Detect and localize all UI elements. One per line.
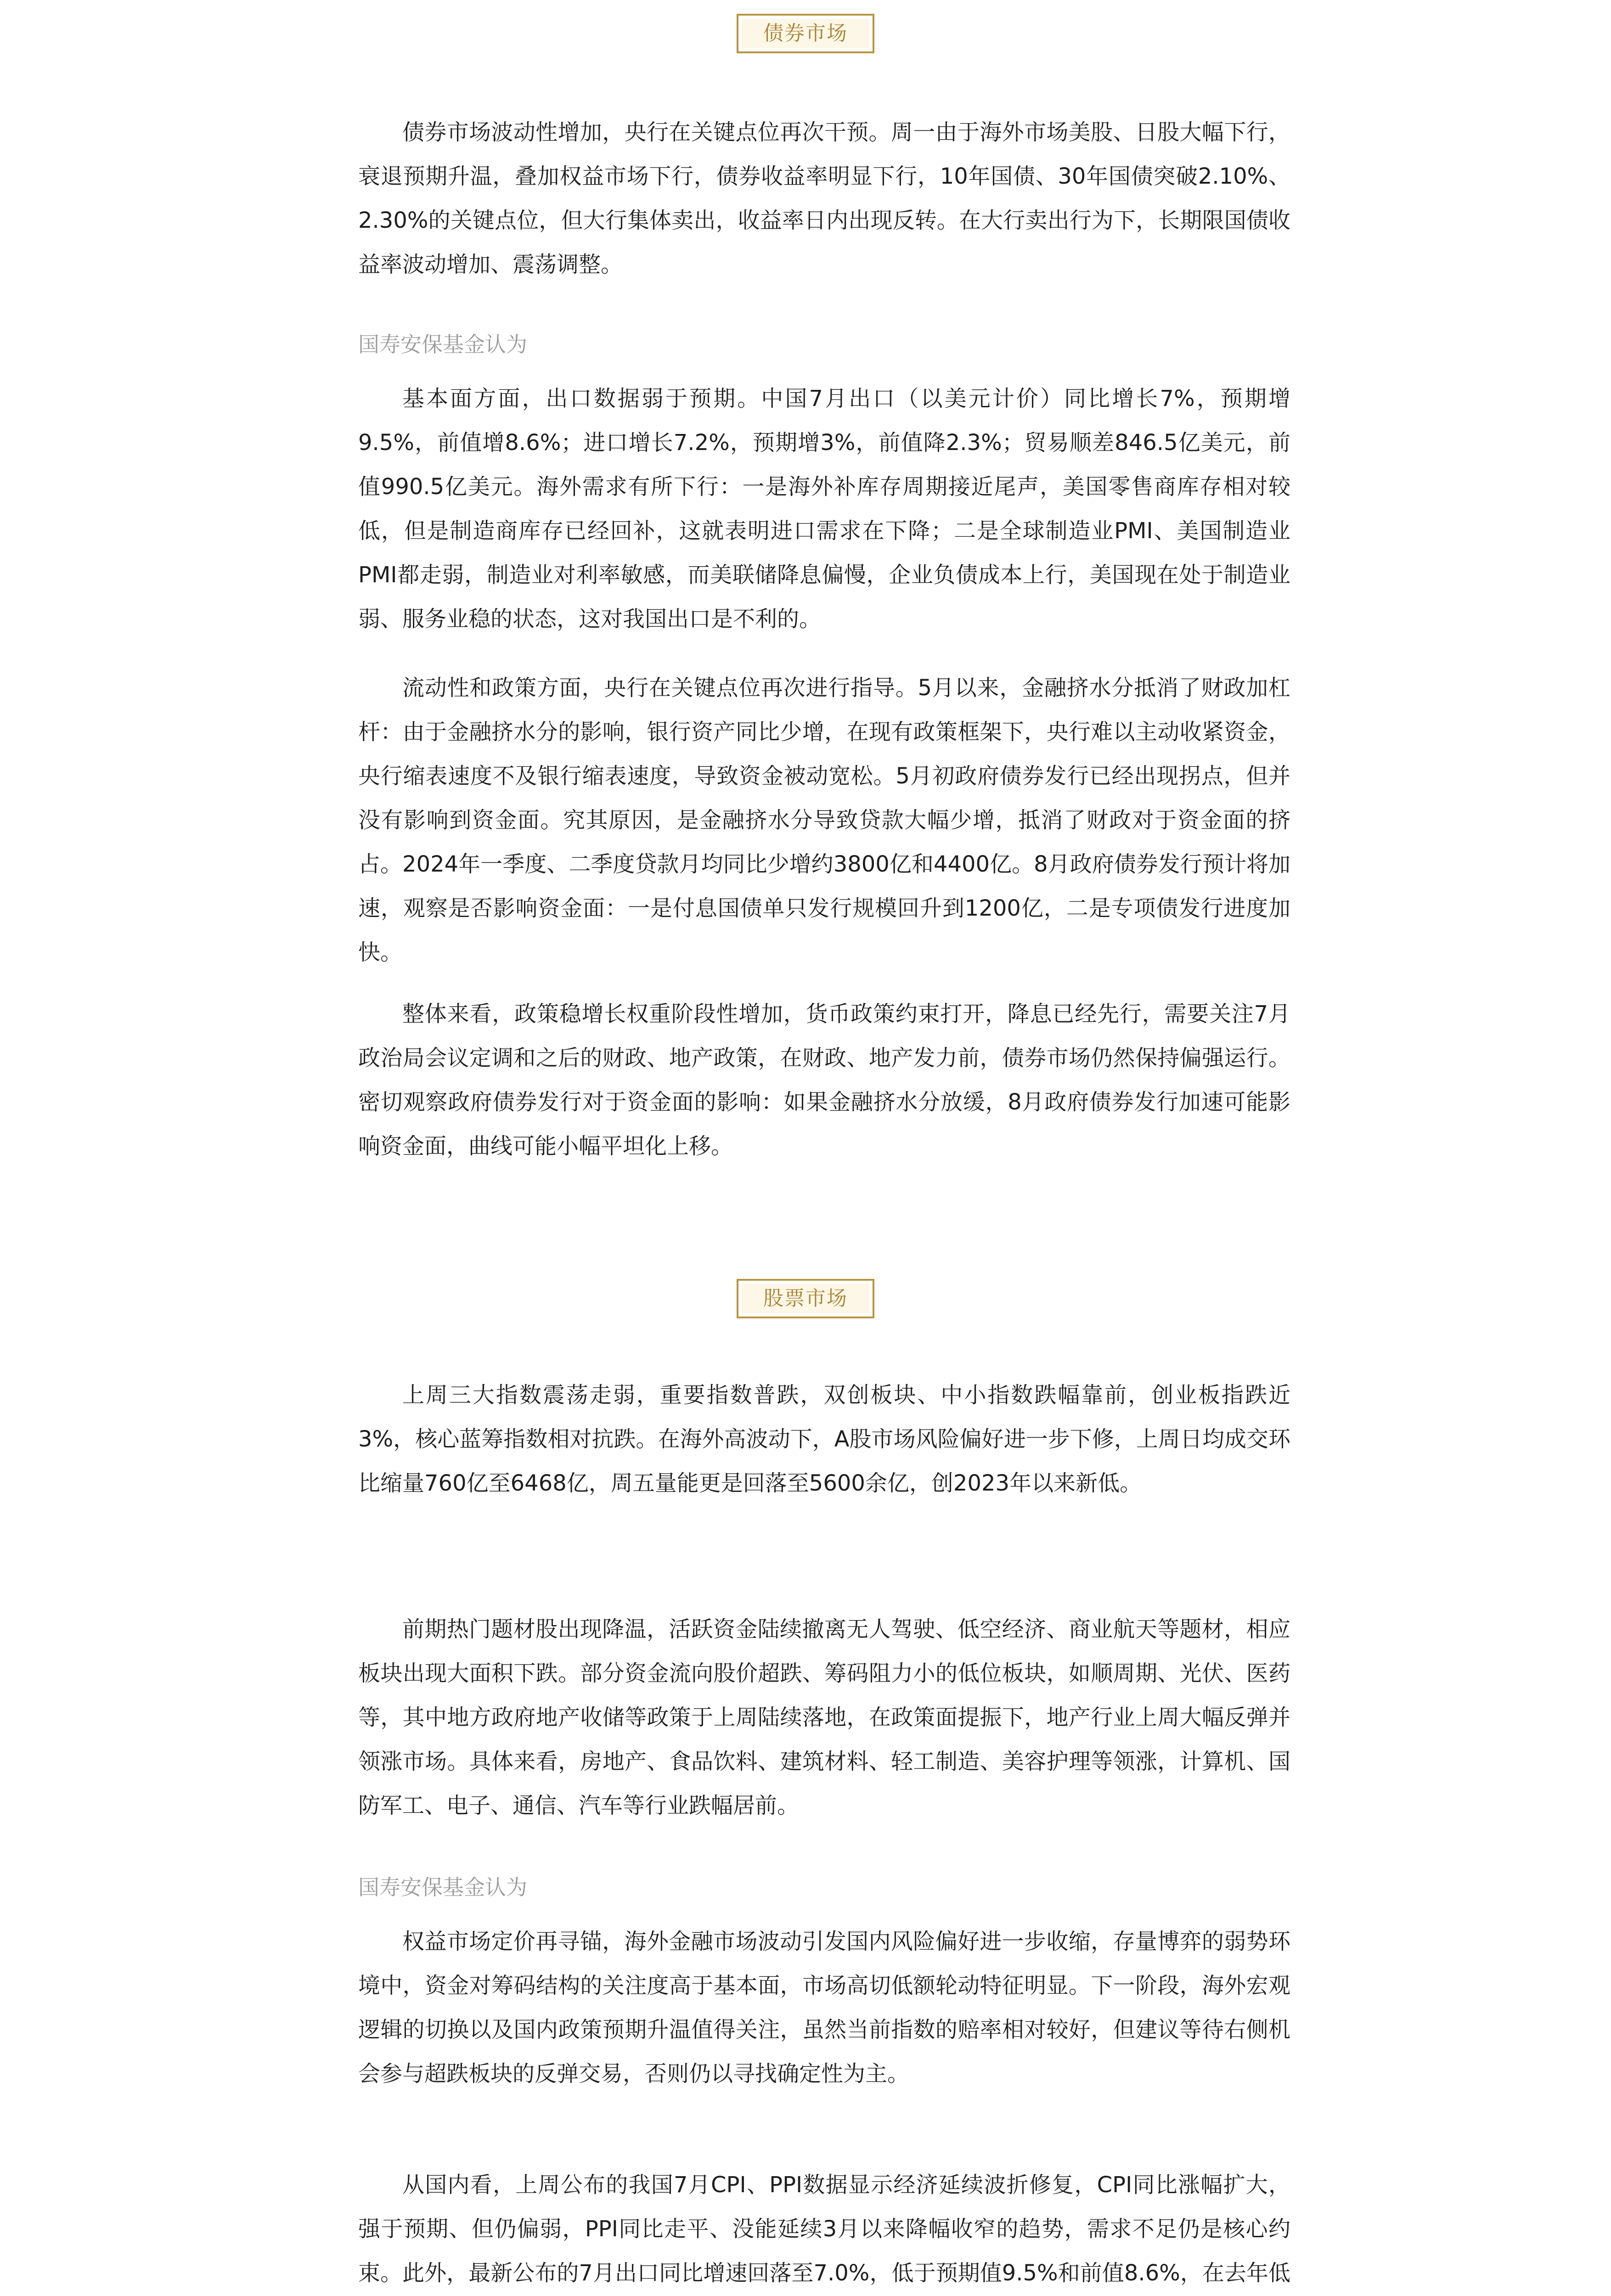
equity-market-header	[737, 1279, 874, 1318]
bond-market-label: 债券市场	[742, 19, 869, 48]
bond-paragraph-1: 基本面方面，出口数据弱于预期。中国7月出口（以美元计价）同比增长7%，预期增9.5%，前值增8.6%；进口增长7.2%，预期增3%，前值降2.3%；贸易顺差846.5亿美元，前值990.5亿美元。海外需求有所下行：一是海外补库存周期接近尾声，美国零售商库存相对较低，但是制造商库存已经回补，这就表明进口需求在下降；二是全球制造业PMI、美国制造业PMI都走弱，制造业对利率敏感，而美联储降息偏慢，企业负债成本上行，美国现在处于制造业弱、服务业稳的状态，这对我国出口是不利的。	[358, 386, 1290, 632]
bond-paragraph-3: 整体来看，政策稳增长权重阶段性增加，货币政策约束打开，降息已经先行，需要关注7月政治局会议定调和之后的财政、地产政策，在财政、地产发力前，债券市场仍然保持偏强运行。密切观察政府债券发行对于资金面的影响：如果金融挤水分放缓，8月政府债券发行加速可能影响资金面，曲线可能小幅平坦化上移。	[358, 1001, 1290, 1159]
equity-view-title: 国寿安保基金认为	[358, 1875, 527, 1900]
equity-market-label: 股票市场	[742, 1284, 869, 1313]
bond-paragraph-2: 流动性和政策方面，央行在关键点位再次进行指导。5月以来，金融挤水分抵消了财政加杠杆：由于金融挤水分的影响，银行资产同比少增，在现有政策框架下，央行难以主动收紧资金，央行缩表速度不及银行缩表速度，导致资金被动宽松。5月初政府债券发行已经出现拐点，但并没有影响到资金面。究其原因，是金融挤水分导致贷款大幅少增，抵消了财政对于资金面的挤占。2024年一季度、二季度贷款月均同比少增约3800亿和4400亿。8月政府债券发行预计将加速，观察是否影响资金面：一是付息国债单只发行规模回升到1200亿，二是专项债发行进度加快。	[358, 675, 1290, 965]
equity-intro-paragraph-2: 前期热门题材股出现降温，活跃资金陆续撤离无人驾驶、低空经济、商业航天等题材，相应板块出现大面积下跌。部分资金流向股价超跌、筹码阻力小的低位板块，如顺周期、光伏、医药等，其中地方政府地产收储等政策于上周陆续落地，在政策面提振下，地产行业上周大幅反弹并领涨市场。具体来看，房地产、食品饮料、建筑材料、轻工制造、美容护理等领涨，计算机、国防军工、电子、通信、汽车等行业跌幅居前。	[358, 1616, 1290, 1818]
bond-intro-paragraph: 债券市场波动性增加，央行在关键点位再次干预。周一由于海外市场美股、日股大幅下行，衰退预期升温，叠加权益市场下行，债券收益率明显下行，10年国债、30年国债突破2.10%、2.30%的关键点位，但大行集体卖出，收益率日内出现反转。在大行卖出行为下，长期限国债收益率波动增加、震荡调整。	[358, 119, 1290, 277]
equity-intro-paragraph-1: 上周三大指数震荡走弱，重要指数普跌，双创板块、中小指数跌幅靠前，创业板指跌近3%，核心蓝筹指数相对抗跌。在海外高波动下，A股市场风险偏好进一步下修，上周日均成交环比缩量760亿至6468亿，周五量能更是回落至5600余亿，创2023年以来新低。	[358, 1382, 1290, 1496]
equity-paragraph-1: 权益市场定价再寻锚，海外金融市场波动引发国内风险偏好进一步收缩，存量博弈的弱势环境中，资金对筹码结构的关注度高于基本面，市场高切低额轮动特征明显。下一阶段，海外宏观逻辑的切换以及国内政策预期升温值得关注，虽然当前指数的赔率相对较好，但建议等待右侧机会参与超跌板块的反弹交易，否则仍以寻找确定性为主。	[358, 1929, 1290, 2087]
bond-view-title: 国寿安保基金认为	[358, 332, 527, 357]
bond-market-header	[737, 14, 874, 53]
equity-paragraph-2: 从国内看，上周公布的我国7月CPI、PPI数据显示经济延续波折修复，CPI同比涨幅扩大，强于预期、但仍偏弱，PPI同比走平、没能延续3月以来降幅收窄的趋势，需求不足仍是核心约束。此外，最新公布的7月出口同比增速回落至7.0%，低于预期值9.5%和前值8.6%，在去年低	[358, 2172, 1290, 2286]
